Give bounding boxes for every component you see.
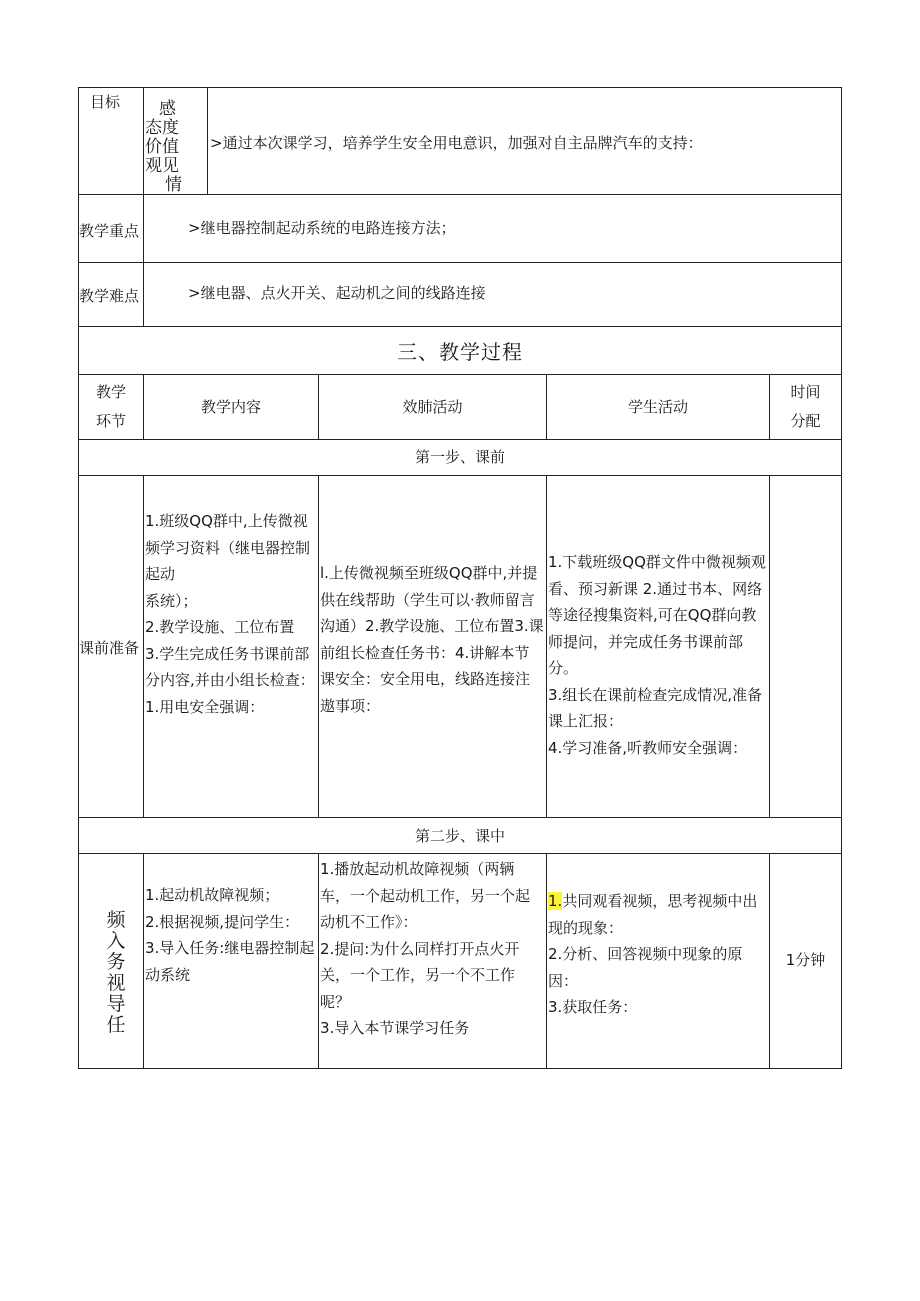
step2-heading: 第二步、课中 — [414, 827, 505, 845]
stage-char: 务 — [106, 951, 126, 973]
in-class-content-line: 2.根据视频,提问学生： — [145, 912, 300, 931]
goal-label: 目标 — [90, 93, 121, 111]
in-class-stage — [100, 910, 140, 1036]
header-stage — [79, 378, 143, 436]
difficulty-text: >继电器、点火开关、起动机之间的线路连接 — [188, 284, 486, 302]
table-rule — [78, 87, 842, 88]
header-time — [770, 378, 841, 436]
header-student: 学生活动 — [627, 398, 688, 416]
stage-char: 任 — [106, 1014, 126, 1036]
stage-char: 视 — [106, 972, 126, 994]
difficulty-label: 教学难点 — [79, 287, 140, 305]
pre-class-student-line: 3.组长在课前检查完成情况,准备课上汇报： — [548, 685, 763, 730]
stage-char: 入 — [106, 930, 126, 952]
pre-class-content-line: 2.教学设施、工位布置 — [145, 618, 295, 636]
pre-class-content-line: 3.学生完成任务书课前部分内容,并由小组长检查： — [145, 644, 315, 689]
in-class-time: 1分钟 — [785, 951, 826, 969]
header-stage-line: 教学 — [95, 383, 126, 401]
attitude-label — [145, 100, 205, 195]
attitude-char: 情 — [165, 175, 182, 195]
pre-class-student-line: 4.学习准备,听教师安全强调： — [548, 738, 748, 757]
attitude-char: 态度 — [145, 118, 179, 138]
table-rule — [318, 475, 319, 818]
in-class-teacher — [320, 856, 544, 1042]
key-point-text: >继电器控制起动系统的电路连接方法； — [188, 219, 456, 237]
pre-class-content-line: 1.用电安全强调： — [145, 697, 265, 716]
table-rule — [78, 374, 842, 375]
attitude-char: 价值 — [145, 137, 179, 157]
pre-class-student-line: 1.下载班级QQ群文件中微视频观看、预习新课 2.通过书本、网络等途径搜集资料,可在QQ群向教师提问，并完成任务书课前部分。 — [548, 553, 766, 677]
table-rule — [78, 439, 842, 440]
pre-class-teacher: l.上传微视频至班级QQ群中,并提供在线帮助（学生可以·教师留言沟通）2.教学设施、工位布置3.课前组长检查任务书：4.讲解本节课安全：安全用电，线路连接注遨事项： — [320, 564, 544, 715]
highlight-mark: 1. — [548, 892, 563, 910]
section-title: 三、教学过程 — [397, 340, 523, 364]
table-rule — [78, 853, 842, 854]
stage-char: 导 — [106, 993, 126, 1015]
in-class-content — [145, 882, 317, 988]
in-class-content-line: 1.起动机故障视频； — [145, 886, 280, 904]
table-rule — [769, 475, 770, 818]
in-class-student-line: 2.分析、回答视频中现象的原因： — [548, 945, 743, 990]
goal-text: >通过本次课学习，培养学生安全用电意识，加强对自主品牌汽车的支持： — [210, 134, 703, 152]
pre-class-student — [548, 549, 768, 761]
in-class-teacher-line: 1.播放起动机故障视频（两辆车，一个起动机工作，另一个起动机不工作》： — [320, 860, 531, 931]
step1-heading: 第一步、课前 — [414, 448, 505, 466]
table-rule — [546, 853, 547, 1069]
pre-class-content-line: 系统）； — [145, 591, 198, 610]
table-rule — [207, 87, 208, 195]
attitude-char: 观见 — [145, 156, 179, 176]
pre-class-content-line: 1.班级QQ群中,上传微视频学习资料（继电器控制起动 — [145, 512, 311, 583]
table-rule — [546, 475, 547, 818]
table-rule — [143, 87, 144, 327]
in-class-student-line — [548, 888, 768, 941]
table-rule — [78, 817, 842, 818]
in-class-content-line: 3.导入任务:继电器控制起动系统 — [145, 939, 315, 984]
header-teacher: 效肺活动 — [402, 398, 463, 416]
table-rule — [143, 475, 144, 818]
in-class-teacher-line: 3.导入本节课学习任务 — [320, 1019, 470, 1037]
table-rule — [318, 853, 319, 1069]
in-class-student-text: 共同观看视频，思考视频中出现的现象： — [548, 892, 758, 937]
in-class-student-line: 3.获取任务： — [548, 998, 638, 1016]
stage-char: 频 — [106, 909, 126, 931]
table-rule — [78, 1068, 842, 1069]
table-rule — [78, 326, 842, 327]
pre-class-stage: 课前准备 — [79, 639, 140, 657]
header-stage-line: 环节 — [95, 412, 126, 430]
table-rule — [78, 262, 842, 263]
table-rule — [143, 853, 144, 1069]
table-rule — [78, 475, 842, 476]
header-time-line: 时间 — [790, 383, 821, 401]
in-class-student — [548, 888, 768, 1021]
table-rule — [841, 87, 842, 1069]
attitude-char: 感 — [159, 99, 176, 119]
header-time-line: 分配 — [790, 412, 821, 430]
header-content: 教学内容 — [200, 398, 261, 416]
in-class-teacher-line: 2.提问:为什么同样打开点火开关，一个工作，另一个不工作呢？ — [320, 939, 520, 1011]
key-point-label: 教学重点 — [79, 222, 140, 240]
pre-class-content — [145, 508, 317, 720]
